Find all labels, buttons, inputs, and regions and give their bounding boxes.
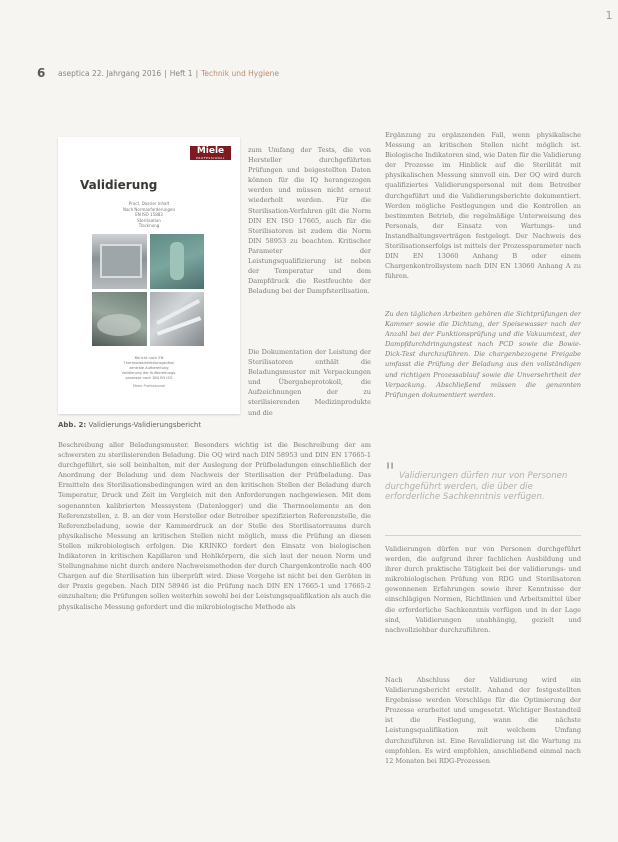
body-text-column-2-top: Ergänzung zu ergänzenden Fall, wenn physikalische Messung an kritischen Stellen nicht möglich ist. Biologische Indikatoren sind, wie Daten für die Validierung der Prozesse im Hinblick auf die Sterilität mit physikalischen Messung sinnvoll ein. Der OQ wird durch qualifiziertes Validierungspersonal mit dem Betreiber durchgeführt und die Validierungsberichte dokumentiert. Werden mögliche Festlegungen und die Kontrollen an bestimmten Betrieb, die regelmäßige Unterweisung des Personals, der Einsatz von Wartungs- und Instandhaltungsverträgen festgelegt. Der Nachweis des Sterilisationserfolgs ist mittels der Prozessparameter nach DIN EN 13060 Anhang B oder einem Chargenkontrollsystem nach DIN EN 13060 Anhang A zu führen. xyxy=(385,131,581,281)
body-text-column-1-bottom: Beschreibung aller Beladungsmuster. Besonders wichtig ist die Beschreibung der am schwersten zu sterilisierenden Beladung. Die OQ wird nach DIN 58953 und DIN EN 17665-1 durchgeführt, sie soll beinhalten, mit der Auslegung der Prüfbeladungen einschließlich der Anordnung der Beladung und dem Nachweis der Sterilisation der Prüfbeladung. Das Ermitteln des Sterilisationsbedingungen wird an den kritischen Stellen der Beladung durch Temperatur, Druck und Zeit im Vergleich mit den Anforderungen nachgewiesen. Mit dem sogenannten kalibrierten Messsystem (Datenlogger) und die Thermoelemente an den Referenzstellen, z. B. an der vom Hersteller oder Betreiber spezifizierten Referenzstelle, die Referenzbeladung, sowie der Kammerdruck an der Stelle des Sterilisatorraums durch physikalische Messung an kritischen Stellen nicht möglich, muss die Prüfung an diesen Stellen mikrobiologisch erfolgen. Die KRINKO fordert den Einsatz von biologischen Indikatoren in kritischen Kapillaren und Hohlkörpern, die sich laut der neuen Norm und Stellungnahme nicht durch andere Nachweismethoden der durch Chargenkontrolle nach 400 Chargen auf die Sterilisation hin überprüft wird. Diese Vorgehe ist nicht bei den Geräten in der Praxis gegeben. Nach DIN 58946 ist die Prüfung nach DIN EN 17665-1 und 17665-2 einzuhalten; die Prüfungen sollen weiterhin sowohl bei der Leistungsqualifikation als auch die physikalische Messung gefordert und die mikrobiologische Methode als xyxy=(58,441,371,611)
brand-logo xyxy=(190,146,231,160)
running-header xyxy=(37,66,578,83)
brand-sub: PROFESSIONAL xyxy=(196,156,225,160)
cover-photo-grid xyxy=(92,234,204,346)
header-separator: | xyxy=(164,69,167,78)
cover-note: Miele Professional xyxy=(132,384,166,388)
photo-sterilization-staff xyxy=(150,234,205,289)
pull-quote: Validierungen dürfen nur von Personen durchgeführt werden, die über die erforderliche Sachkenntnis verfügen. xyxy=(385,471,568,503)
photo-washer-disinfector xyxy=(92,234,147,289)
cover-footer-text xyxy=(58,356,240,381)
cover-subtitle-line: Nach Normanforderungen xyxy=(122,206,176,212)
cover-footer-line: Validierung der Aufbereitungs- xyxy=(121,371,177,375)
figure-caption xyxy=(58,421,248,429)
page-number: 6 xyxy=(37,66,46,80)
cover-subtitle xyxy=(58,201,240,229)
cover-subtitle-line: Trocknung xyxy=(138,223,160,228)
brand-name: Miele xyxy=(196,146,225,156)
body-text-column-2-lower: Validierungen dürfen nur von Personen durchgeführt werden, die aufgrund ihrer fachlichen Ausbildung und ihrer durch praktische Tätigkeit bei der validierungs- und mikrobiologischen Prüfung von RDG und Sterilisatoren gewonnenen Erfahrungen sowie ihrer Kenntnisse der einschlägigen Normen, Richtlinien und Arbeitsmittel über die erforderliche Sachkenntnis verfügen und in der Lage sind, Validierungen unabhängig, gezielt und nachvollziehbar durchzuführen. xyxy=(385,545,581,634)
publication-name: aseptica 22. Jahrgang 2016 xyxy=(58,69,162,78)
photo-instrument-tray xyxy=(92,292,147,347)
issue-label: Heft 1 xyxy=(169,69,193,78)
photo-surgical-instruments xyxy=(150,292,205,347)
cover-subtitle-line: Pract. Dossier Inhalt xyxy=(128,201,170,206)
figure-validation-report-cover xyxy=(58,137,240,414)
body-text-column-2-middle: Zu den täglichen Arbeiten gehören die Sichtprüfungen der Kammer sowie die Dichtung, der Speisewasser nach der Anzahl bei der Funktionsprüfung und die Vakuumtest, der Dampfdurchdringungstest nach PCD sowie die Bowie-Dick-Test durchzuführen. Die chargenbezogene Freigabe umfasst die Prüfung der Beladung aus den vollständigen und richtigen Prozessablauf sowie die Unversehrtheit der Verpackung. Abschließend müssen die genannten Prüfungen dokumentiert werden. xyxy=(385,310,581,399)
quote-mark-icon: " xyxy=(385,460,396,485)
cover-footer-line: prozesse nach DIN EN ISO xyxy=(125,376,173,380)
cover-footer-line: Thermodesinfektionsgeräte/ xyxy=(123,361,175,365)
caption-text: Validierungs-Validierungsbericht xyxy=(88,421,202,429)
cover-footer-line: Bericht nach EN xyxy=(134,356,164,360)
body-text-column-2-bottom: Nach Abschluss der Validierung wird ein Validierungsbericht erstellt. Anhand der festgestellten Ergebnisse werden Vorschläge für die Optimierung der Prozesse erarbeitet und umgesetzt. Wichtiger Bestandteil ist die Festlegung, wann die nächste Leistungsqualifikation mit welchem Umfang durchzuführen ist. Eine Revalidierung ist die Wartung zu empfohlen. Es wird empfohlen, anschließend einmal nach 12 Monaten bei RDG-Prozessen xyxy=(385,676,581,765)
quote-divider xyxy=(385,535,581,536)
cover-subtitle-line: Sterilisation xyxy=(137,217,161,223)
cover-title: Validierung xyxy=(80,178,158,192)
caption-label: Abb. 2: xyxy=(58,421,87,429)
cover-subtitle-line: EN ISO 15883 xyxy=(135,212,163,217)
section-label: Technik und Hygiene xyxy=(201,69,280,78)
page-corner-number: 1 xyxy=(605,9,613,22)
header-separator: | xyxy=(195,69,199,78)
body-text-column-1-top: zum Umfang der Tests, die von Hersteller durchgeführten Prüfungen und beigestellten Daten können für die IQ herangezogen werden und müssen nicht erneut wiederholt werden. Für die Sterilisation-Verfahren gilt die Norm DIN EN ISO 17665, auch für die Sterilisatoren ist zudem die Norm DIN 58953 zu beachten. Kritischer Parameter der Leistungsqualifizierung ist neben der Temperatur und dem Dampfdruck die Restfeuchte der Beladung bei der Dampfsterilisation. xyxy=(248,146,371,296)
body-text-column-1-middle: Die Dokumentation der Leistung der Sterilisatoren enthält die Beladungsmuster mit Verpackungen und Übergabeprotokoll, die Aufzeichnungen der zu sterilisierenden Medizinprodukte und die xyxy=(248,348,371,417)
cover-footer-line: zentrale Aufbereitung xyxy=(129,366,169,370)
